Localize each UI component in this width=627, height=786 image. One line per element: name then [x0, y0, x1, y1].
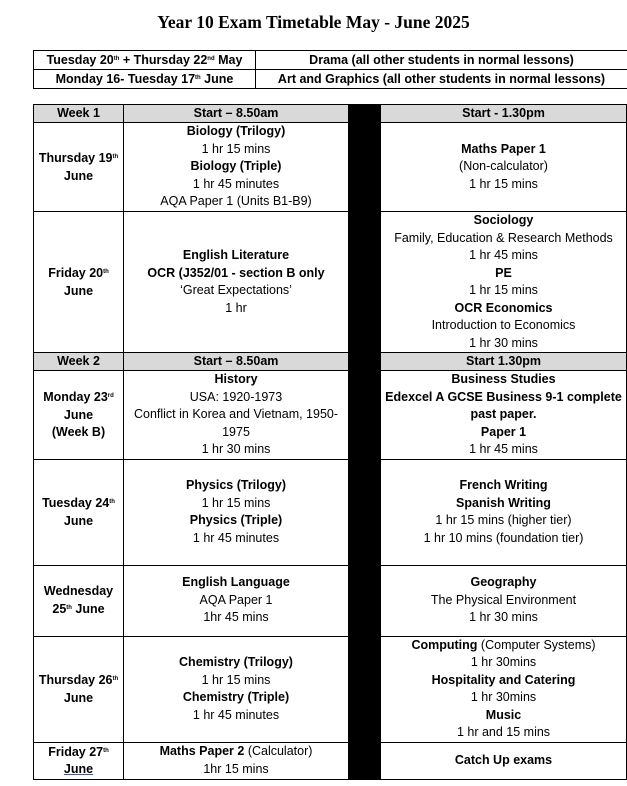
exam-line: Catch Up exams [454, 752, 553, 767]
afternoon-exam [381, 459, 627, 565]
exam-line: 1 hr 30mins [470, 655, 537, 669]
day-line: June [63, 407, 94, 422]
exam-line: Introduction to Economics [431, 318, 576, 332]
exam-line: OCR (J352/01 - section B only [147, 265, 325, 280]
exam-line: 1 hr 45 minutes [192, 176, 280, 191]
exam-line: Paper 1 [480, 424, 527, 439]
exam-line: 1 hr 15 mins [201, 672, 271, 687]
afternoon-exam [381, 123, 627, 212]
exam-line: USA: 1920-1973 [189, 389, 283, 404]
week-header [34, 105, 627, 123]
exam-line: past paper. [470, 407, 537, 421]
week-header [34, 353, 627, 371]
day-line: June [63, 762, 94, 776]
morning-exam [124, 212, 349, 353]
special-exams-table [33, 50, 627, 89]
day-cell [34, 742, 124, 779]
exam-line: The Physical Environment [430, 592, 577, 607]
day-cell [34, 371, 124, 460]
morning-exam [124, 565, 349, 636]
special-subject: Art and Graphics (all other students in normal lessons) [256, 70, 627, 89]
exam-line: French Writing [459, 478, 548, 492]
afternoon-exam [381, 212, 627, 353]
special-date: Tuesday 20th + Thursday 22nd May [34, 51, 256, 70]
exam-line: Sociology [473, 213, 534, 227]
exam-day-row [34, 459, 627, 565]
exam-line: Maths Paper 1 [461, 141, 546, 156]
exam-line: PE [495, 265, 512, 280]
exam-line: Business Studies [451, 372, 556, 386]
exam-day-row [34, 636, 627, 742]
morning-exam [124, 742, 349, 779]
subject-name: Computing [411, 637, 478, 652]
special-subject: Drama (all other students in normal lessons) [256, 51, 627, 70]
subject-detail: (Calculator) [247, 744, 313, 758]
exam-line: 1 hr and 15 mins [456, 725, 551, 739]
exam-day-row [34, 742, 627, 779]
day-cell [34, 212, 124, 353]
exam-line: 1 hr 30mins [470, 690, 537, 704]
day-cell [34, 123, 124, 212]
morning-exam [124, 371, 349, 460]
afternoon-start: Start - 1.30pm [381, 105, 627, 123]
exam-line: History [214, 372, 258, 386]
day-line: Friday 20th [48, 266, 109, 280]
exam-line: 1 hr 30 mins [469, 335, 538, 350]
exam-day-row [34, 212, 627, 353]
exam-line: ‘Great Expectations’ [180, 283, 292, 297]
afternoon-exam [381, 565, 627, 636]
exam-line: Geography [470, 575, 537, 590]
exam-line: 1 hr 15 mins (higher tier) [435, 513, 572, 527]
afternoon-start: Start 1.30pm [381, 353, 627, 371]
exam-line: 1 hr 30 mins [469, 610, 538, 625]
day-line: June [63, 283, 94, 298]
exam-line: 1 hr 15 mins [469, 283, 538, 297]
exam-line: Music [485, 707, 522, 722]
morning-exam [124, 636, 349, 742]
exam-line: Spanish Writing [456, 495, 551, 510]
exam-line: 1 hr 30 mins [201, 442, 271, 456]
subject-name: Maths Paper 2 [159, 744, 245, 758]
exam-line: 1hr 45 mins [203, 610, 269, 625]
morning-start: Start – 8.50am [124, 353, 349, 371]
exam-line: 1 hr 15 mins [469, 176, 538, 191]
exam-line: Chemistry (Trilogy) [179, 655, 293, 669]
exam-line: 1 hr 15 mins [201, 495, 271, 510]
exam-line: 1975 [222, 424, 250, 439]
exam-line: English Language [182, 575, 290, 590]
day-cell [34, 565, 124, 636]
special-row [34, 70, 627, 89]
exam-line: (Non-calculator) [459, 159, 548, 174]
day-line: 25th June [52, 602, 105, 616]
exam-day-row [34, 565, 627, 636]
day-line: Thursday 19th [38, 151, 119, 165]
day-line: Tuesday 24th [42, 496, 115, 510]
day-line: Monday 23rd [43, 390, 114, 404]
morning-exam [124, 459, 349, 565]
exam-line: OCR Economics [454, 300, 553, 315]
exam-line: Family, Education & Research Methods [394, 230, 613, 245]
exam-line: AQA Paper 1 (Units B1-B9) [160, 194, 312, 209]
exam-line: Physics (Triple) [189, 513, 283, 527]
day-line: June [63, 690, 94, 705]
week-label: Week 1 [34, 105, 124, 123]
column-separator [349, 105, 381, 353]
exam-line: 1 hr [225, 300, 247, 315]
exam-line: Hospitality and Catering [431, 672, 576, 687]
exam-line: Chemistry (Triple) [182, 690, 290, 704]
exam-line: 1hr 15 mins [203, 761, 269, 776]
day-cell [34, 459, 124, 565]
timetable [33, 104, 627, 780]
exam-line: 1 hr 15 mins [201, 141, 271, 156]
afternoon-exam [381, 371, 627, 460]
morning-exam [124, 123, 349, 212]
exam-line [127, 743, 345, 761]
exam-day-row [34, 123, 627, 212]
exam-line: Conflict in Korea and Vietnam, 1950- [133, 407, 339, 421]
exam-line: Biology (Trilogy) [186, 124, 286, 139]
special-row [34, 51, 627, 70]
exam-line: Physics (Trilogy) [185, 478, 287, 492]
week-label: Week 2 [34, 353, 124, 371]
exam-line: 1 hr 45 minutes [192, 707, 280, 722]
subject-detail: (Computer Systems) [480, 637, 596, 652]
afternoon-exam [381, 742, 627, 779]
day-line: (Week B) [51, 425, 106, 439]
exam-line: AQA Paper 1 [199, 592, 273, 607]
exam-line: English Literature [182, 248, 290, 262]
special-date: Monday 16- Tuesday 17th June [34, 70, 256, 89]
exam-line [384, 637, 623, 655]
day-line: June [63, 513, 94, 528]
day-line: Wednesday [43, 583, 114, 598]
column-separator [349, 353, 381, 780]
exam-line: Biology (Triple) [190, 159, 282, 174]
page-title: Year 10 Exam Timetable May - June 2025 [157, 12, 470, 32]
exam-line: 1 hr 45 mins [469, 442, 538, 456]
morning-start: Start – 8.50am [124, 105, 349, 123]
exam-day-row [34, 371, 627, 460]
exam-line: 1 hr 10 mins (foundation tier) [423, 530, 584, 545]
exam-line: 1 hr 45 minutes [192, 530, 280, 545]
exam-line: 1 hr 45 mins [469, 248, 538, 262]
exam-line: Edexcel A GCSE Business 9-1 complete [385, 389, 622, 404]
afternoon-exam [381, 636, 627, 742]
day-line: Friday 27th [48, 744, 109, 759]
day-cell [34, 636, 124, 742]
day-line: Thursday 26th [38, 673, 119, 687]
day-line: June [63, 168, 94, 183]
